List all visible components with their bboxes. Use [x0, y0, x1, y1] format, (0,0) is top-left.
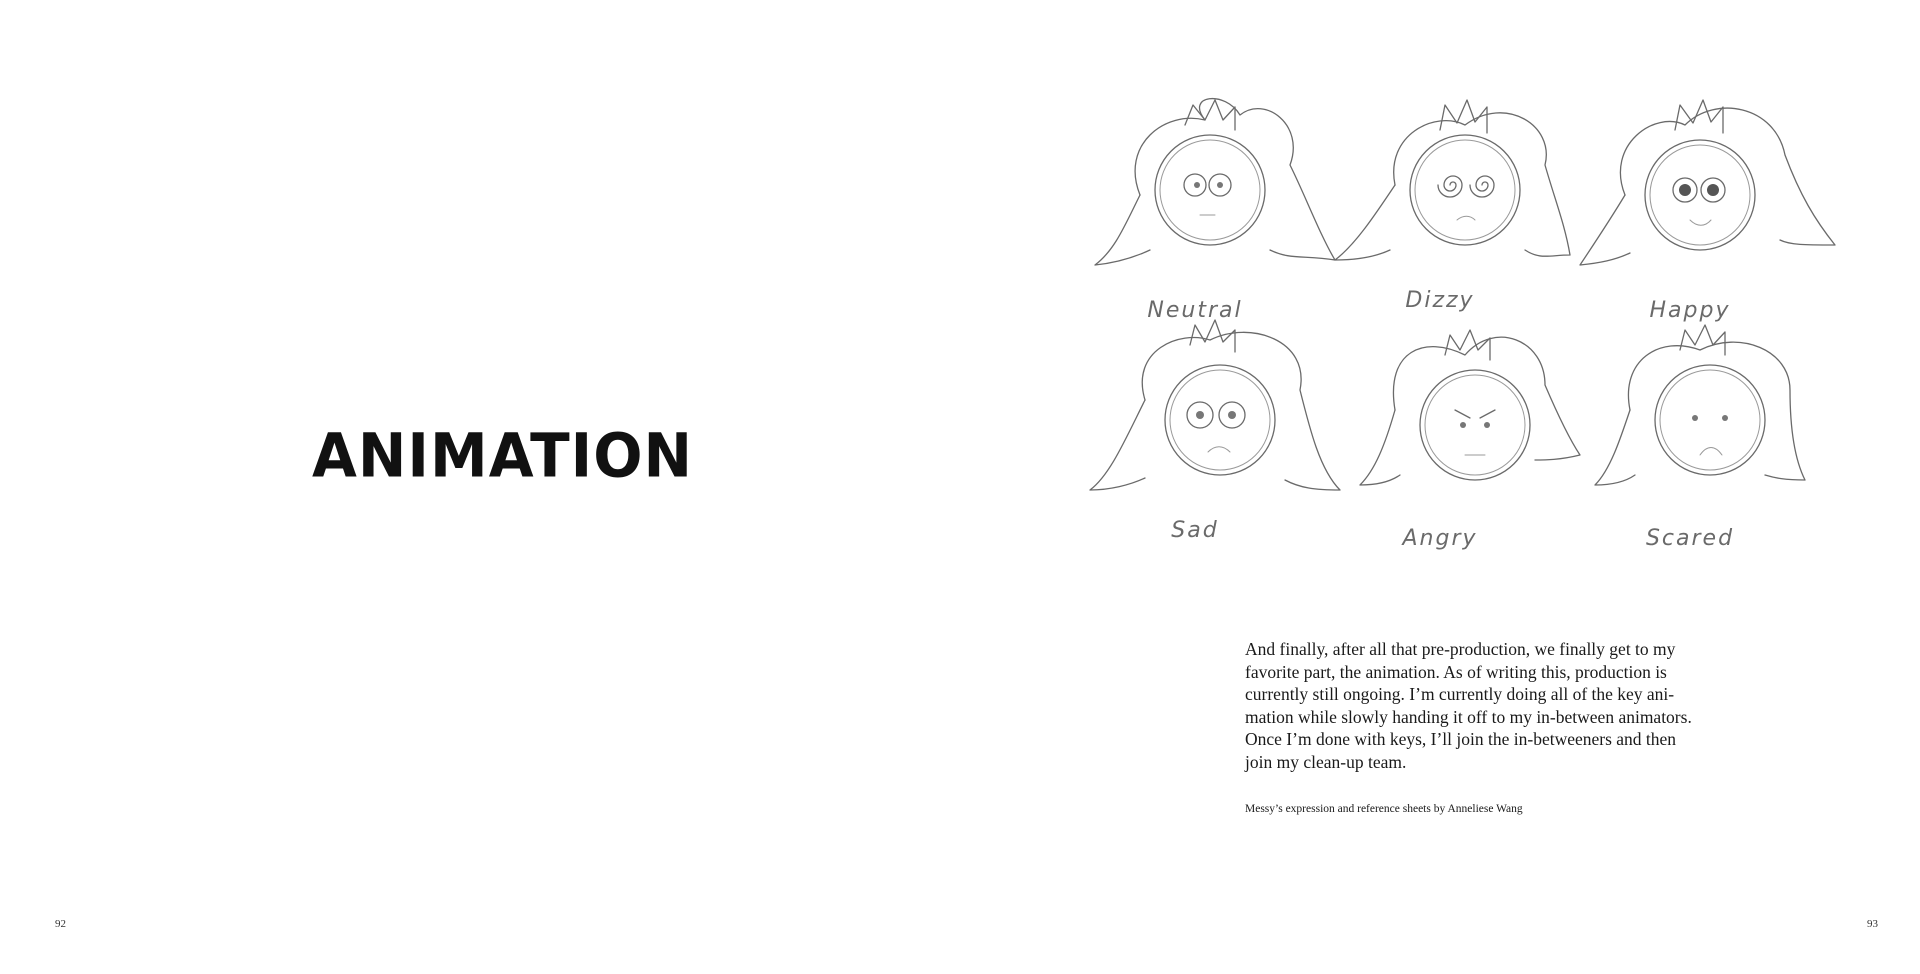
image-caption: Messy’s expression and reference sheets by Anneliese Wang — [1245, 803, 1523, 815]
label-dizzy: Dizzy — [1405, 288, 1475, 313]
right-page — [960, 0, 1920, 974]
sketch-angry — [1360, 330, 1580, 485]
body-line: And finally, after all that pre-production, we finally get to my — [1245, 639, 1676, 659]
expression-sheet-svg — [1075, 95, 1855, 565]
section-title: ANIMATION — [312, 419, 694, 492]
label-angry: Angry — [1402, 526, 1478, 551]
sketch-happy — [1580, 100, 1835, 265]
sketch-neutral — [1095, 99, 1335, 265]
body-line: join my clean-up team. — [1245, 751, 1407, 772]
body-paragraph — [1245, 638, 1735, 773]
page-number-right: 93 — [1867, 918, 1878, 930]
label-scared: Scared — [1645, 526, 1735, 551]
sketch-dizzy — [1335, 100, 1570, 260]
label-sad: Sad — [1171, 518, 1219, 543]
body-line: mation while slowly handing it off to my in-between animators. — [1245, 706, 1692, 727]
label-neutral: Neutral — [1147, 298, 1243, 323]
page-number-left: 92 — [55, 918, 66, 930]
body-line: favorite part, the animation. As of writing this, production is — [1245, 661, 1667, 682]
label-happy: Happy — [1649, 298, 1731, 323]
sketch-sad — [1090, 320, 1340, 490]
body-line: Once I’m done with keys, I’ll join the in-betweeners and then — [1245, 729, 1677, 749]
sketch-scared — [1595, 325, 1805, 485]
expression-sheet-illustration — [1075, 95, 1855, 565]
body-line: currently still ongoing. I’m currently doing all of the key ani- — [1245, 684, 1675, 704]
